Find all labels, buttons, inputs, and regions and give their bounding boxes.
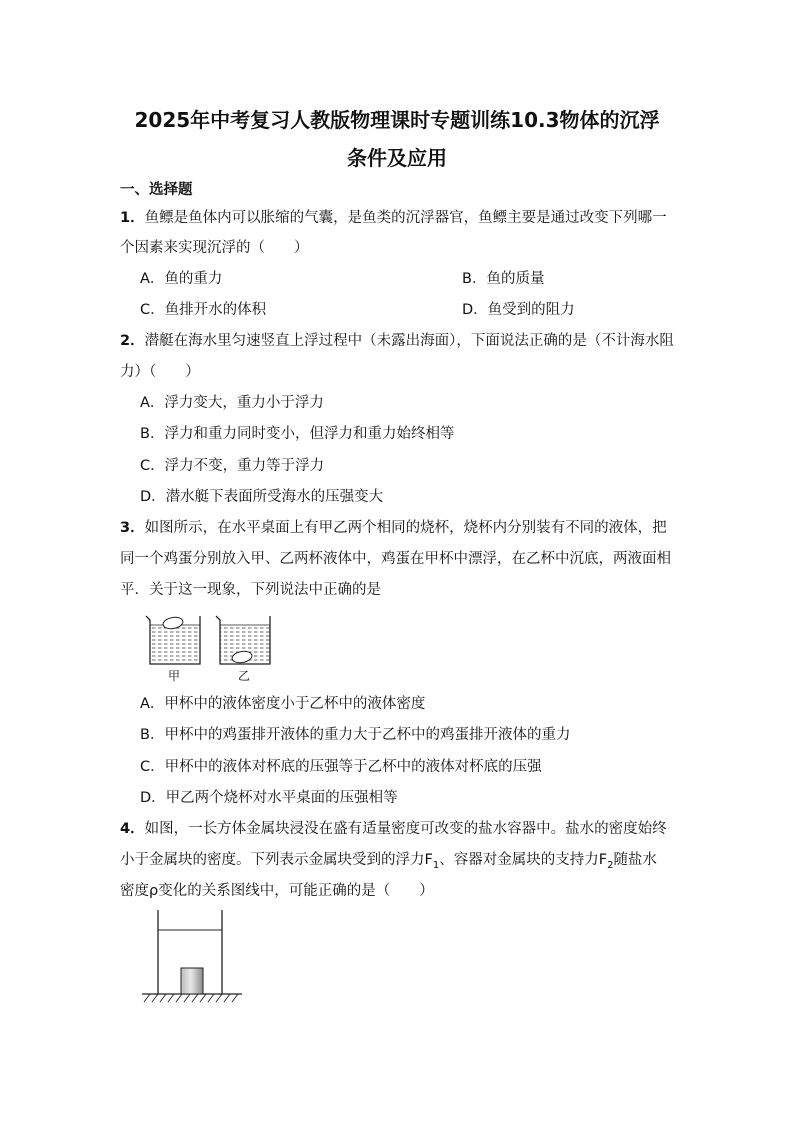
subscript-1: 1	[432, 859, 440, 871]
question-1-option-d: D．鱼受到的阻力	[462, 302, 575, 318]
question-3-option-d: D．甲乙两个烧杯对水平桌面的压强相等	[140, 790, 398, 806]
question-2-option-b: B．浮力和重力同时变小，但浮力和重力始终相等	[140, 426, 455, 442]
question-3-option-c: C．甲杯中的液体对杯底的压强等于乙杯中的液体对杯底的压强	[140, 759, 542, 775]
question-2-option-c: C．浮力不变，重力等于浮力	[140, 458, 325, 474]
question-4-line2	[120, 850, 657, 876]
question-3-line3: 平．关于这一现象，下列说法中正确的是	[120, 582, 381, 598]
label-jia: 甲	[168, 669, 181, 683]
subscript-2: 2	[607, 859, 614, 871]
question-4-line3: 密度ρ变化的关系图线中，可能正确的是（ ）	[120, 883, 434, 899]
question-2-option-a: A．浮力变大，重力小于浮力	[140, 395, 324, 411]
question-2-line1	[120, 331, 674, 351]
question-1-line1	[120, 208, 667, 228]
question-3-line2: 同一个鸡蛋分别放入甲、乙两杯液体中，鸡蛋在甲杯中漂浮，在乙杯中沉底，两液面相	[120, 551, 671, 567]
beaker-yi	[216, 616, 270, 664]
section-heading: 一、选择题	[120, 182, 193, 198]
question-3-text1: 如图所示，在水平桌面上有甲乙两个相同的烧杯，烧杯内分别装有不同的液体，把	[144, 520, 667, 536]
question-4-text2a: 小于金属块的密度。下列表示金属块受到的浮力F	[120, 852, 433, 868]
beaker-jia	[146, 616, 200, 664]
container-figure	[138, 908, 248, 1013]
question-1-option-b: B．鱼的质量	[462, 271, 545, 287]
question-2-line2: 力）（ ）	[120, 364, 200, 380]
question-1-text1: 鱼鳔是鱼体内可以胀缩的气囊，是鱼类的沉浮器官，鱼鳔主要是通过改变下列哪一	[144, 210, 667, 226]
ground-hatching	[144, 994, 238, 1002]
question-4-text2b: 、容器对金属块的支持力F	[439, 852, 608, 868]
document-title-line1: 2025年中考复习人教版物理课时专题训练10.3物体的沉浮	[134, 108, 660, 132]
question-4-line1	[120, 819, 667, 839]
beakers-figure	[140, 610, 280, 685]
question-4-text1: 如图，一长方体金属块浸没在盛有适量密度可改变的盐水容器中。盐水的密度始终	[144, 821, 667, 837]
container	[142, 910, 242, 1002]
question-2-text1: 潜艇在海水里匀速竖直上浮过程中（未露出海面），下面说法正确的是（不计海水阻	[144, 333, 674, 349]
document-title-line2: 条件及应用	[347, 146, 447, 170]
label-yi: 乙	[238, 669, 251, 683]
question-2-number: 2．	[120, 333, 145, 349]
question-4-number: 4．	[120, 821, 145, 837]
question-3-option-a: A．甲杯中的液体密度小于乙杯中的液体密度	[140, 696, 426, 712]
metal-block	[181, 968, 203, 994]
question-1-line2: 个因素来实现沉浮的（ ）	[120, 240, 309, 256]
question-1-option-a: A．鱼的重力	[140, 271, 223, 287]
question-3-option-b: B．甲杯中的鸡蛋排开液体的重力大于乙杯中的鸡蛋排开液体的重力	[140, 727, 571, 743]
question-2-option-d: D．潜水艇下表面所受海水的压强变大	[140, 489, 384, 505]
question-4-text2c: 随盐水	[613, 852, 657, 868]
question-1-number: 1．	[120, 210, 145, 226]
question-3-number: 3．	[120, 520, 145, 536]
question-3-line1	[120, 518, 667, 538]
question-1-option-c: C．鱼排开水的体积	[140, 302, 267, 318]
